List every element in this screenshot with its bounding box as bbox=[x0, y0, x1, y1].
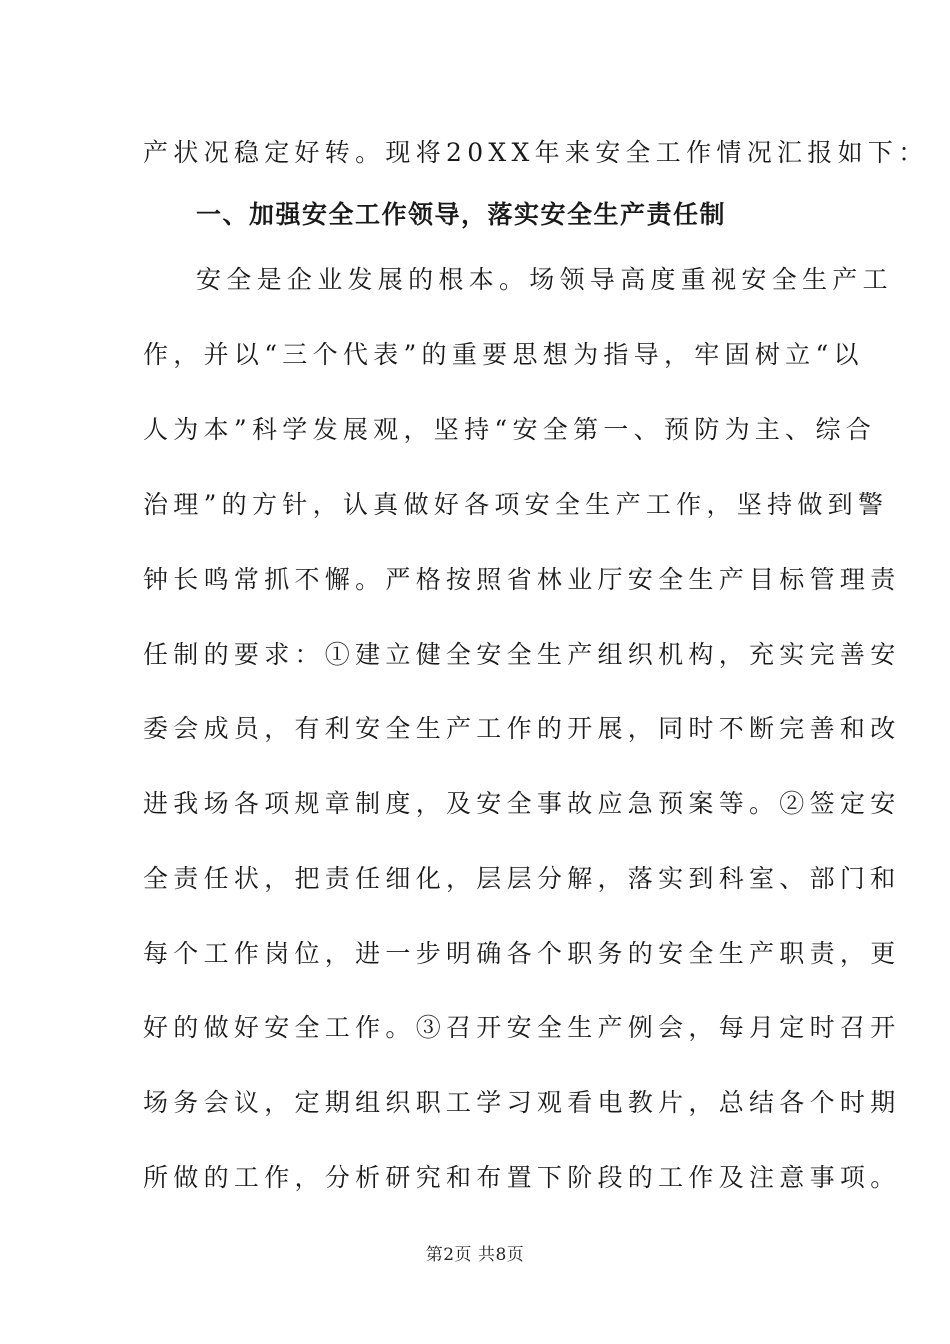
text-line-11: 每个工作岗位，进一步明确各个职务的安全生产职责，更 bbox=[143, 939, 901, 968]
text-line-7: 任制的要求：①建立健全安全生产组织机构，充实完善安 bbox=[143, 640, 901, 669]
text-line-8: 委会成员，有利安全生产工作的开展，同时不断完善和改 bbox=[143, 714, 901, 743]
text-line-14: 所做的工作，分析研究和布置下阶段的工作及注意事项。 bbox=[143, 1163, 901, 1192]
text-line-10: 全责任状，把责任细化，层层分解，落实到科室、部门和 bbox=[143, 864, 901, 893]
text-line-12: 好的做好安全工作。③召开安全生产例会，每月定时召开 bbox=[143, 1013, 901, 1042]
text-line-4: 人为本”科学发展观，坚持“安全第一、预防为主、综合 bbox=[143, 415, 877, 444]
text-line-9: 进我场各项规章制度，及安全事故应急预案等。②签定安 bbox=[143, 789, 901, 818]
text-line-13: 场务会议，定期组织职工学习观看电教片，总结各个时期 bbox=[143, 1088, 901, 1117]
text-line-5: 治理”的方针，认真做好各项安全生产工作，坚持做到警 bbox=[143, 490, 889, 519]
text-line-2: 安全是企业发展的根本。场领导高度重视安全生产工 bbox=[196, 265, 893, 294]
section-heading: 一、加强安全工作领导，落实安全生产责任制 bbox=[196, 200, 727, 229]
text-line-1: 产状况稳定好转。现将20XX年来安全工作情况汇报如下： bbox=[143, 138, 929, 167]
text-line-3: 作，并以“三个代表”的重要思想为指导，牢固树立“以 bbox=[143, 340, 864, 369]
text-line-6: 钟长鸣常抓不懈。严格按照省林业厅安全生产目标管理责 bbox=[143, 565, 901, 594]
page-number-footer: 第2页 共8页 bbox=[425, 1245, 525, 1265]
